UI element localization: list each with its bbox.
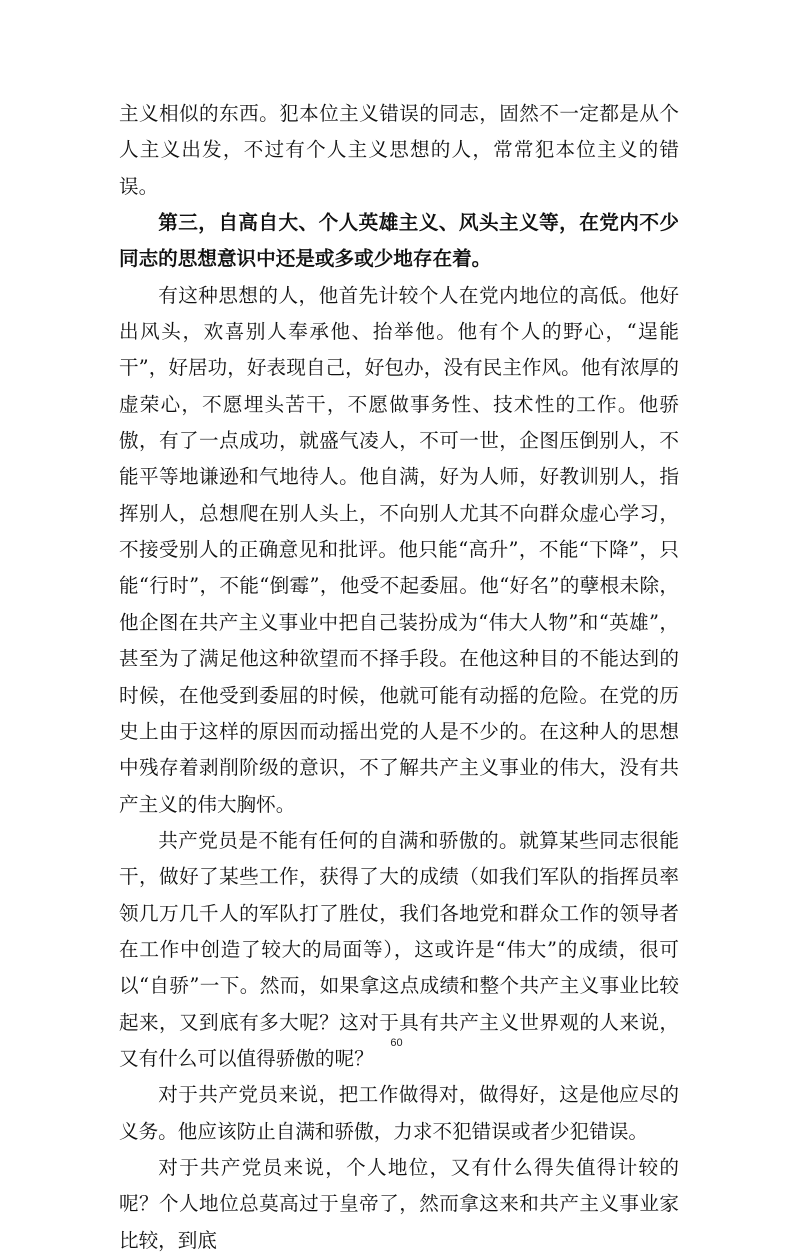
paragraph-continuation: 主义相似的东西。犯本位主义错误的同志，固然不一定都是从个人主义出发，不过有个人主义思想的人，常常犯本位主义的错误。 [119,102,679,198]
paragraph-body: 有这种思想的人，他首先计较个人在党内地位的高低。他好出风头，欢喜别人奉承他、抬举他。他有个人的野心，“逞能干”，好居功，好表现自己，好包办，没有民主作风。他有浓厚的虚荣心，不愿埋头苦干，不愿做事务性、技术性的工作。他骄傲，有了一点成功，就盛气凌人，不可一世，企图压倒别人，不能平等地谦逊和气地待人。他自满，好为人师，好教训别人，指挥别人，总想爬在别人头上，不向别人尤其不向群众虚心学习，不接受别人的正确意见和批评。他只能“高升”，不能“下降”，只能“行时”，不能“倒霉”，他受不起委屈。他“好名”的孽根未除，他企图在共产主义事业中把自己装扮成为“伟大人物”和“英雄”，甚至为了满足他这种欲望而不择手段。在他这种目的不能达到的时候，在他受到委屈的时候，他就可能有动摇的危险。在党的历史上由于这样的原因而动摇出党的人是不少的。在这种人的思想中残存着剥削阶级的意识，不了解共产主义事业的伟大，没有共产主义的伟大胸怀。 [119,283,679,816]
page-number: 60 [390,1037,403,1049]
document-page [119,96,679,1259]
paragraph-body: 共产党员是不能有任何的自满和骄傲的。就算某些同志很能干，做好了某些工作，获得了大的成绩（如我们军队的指挥员率领几万几千人的军队打了胜仗，我们各地党和群众工作的领导者在工作中创造了较大的局面等），这或许是“伟大”的成绩，很可以“自骄”一下。然而，如果拿这点成绩和整个共产主义事业比较起来，又到底有多大呢？这对于具有共产主义世界观的人来说，又有什么可以值得骄傲的呢？ [119,828,679,1070]
paragraph-body: 对于共产党员来说，把工作做得对，做得好，这是他应尽的义务。他应该防止自满和骄傲，力求不犯错误或者少犯错误。 [119,1083,679,1143]
paragraph-body: 对于共产党员来说，个人地位，又有什么得失值得计较的呢？个人地位总莫高过于皇帝了，然而拿这来和共产主义事业家比较，到底 [119,1155,679,1252]
paragraph-heading-third-point: 第三，自高自大、个人英雄主义、风头主义等，在党内不少同志的思想意识中还是或多或少地存在着。 [119,211,679,271]
